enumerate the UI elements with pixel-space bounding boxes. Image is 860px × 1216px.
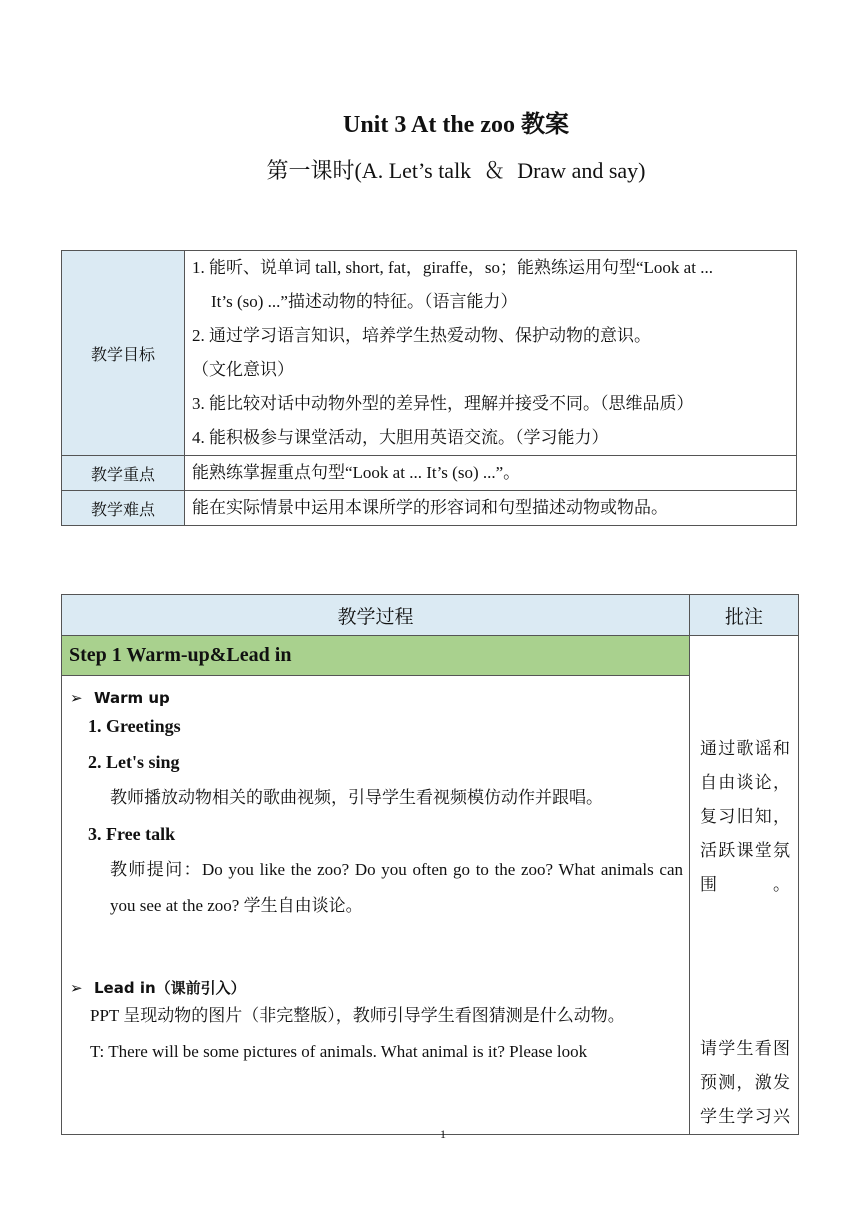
notes-header: 批注 <box>690 595 799 636</box>
step1-body <box>62 675 690 1134</box>
goals-label: 教学目标 <box>62 251 185 456</box>
goal-line: 1. 能听、说单词 tall, short, fat，giraffe，so；能熟练运用句型“Look at ... <box>192 258 713 277</box>
goal-line: 4. 能积极参与课堂活动，大胆用英语交流。（学习能力） <box>192 428 609 447</box>
lets-sing-text: 教师播放动物相关的歌曲视频，引导学生看视频模仿动作并跟唱。 <box>110 787 603 807</box>
notes-cell <box>690 636 799 1135</box>
free-talk-text: 教师提问：Do you like the zoo? Do you often go to the zoo? What animals can you see at the zoo? 学生自由谈论。 <box>110 859 683 915</box>
page-title: Unit 3 At the zoo 教案 <box>343 112 569 138</box>
leadin-dialogue: T: There will be some pictures of animals. What animal is it? Please look <box>90 1041 588 1061</box>
warmup-heading: ➢ Warm up <box>70 688 170 707</box>
goal-line: 3. 能比较对话中动物外型的差异性，理解并接受不同。（思维品质） <box>192 394 694 413</box>
subtitle-ampersand: ＆ <box>483 158 506 183</box>
process-header: 教学过程 <box>62 595 690 636</box>
arrow-bullet-icon: ➢ <box>70 978 83 997</box>
page-subtitle <box>0 154 860 185</box>
step1-title: Step 1 Warm-up&Lead in <box>62 636 690 676</box>
leadin-text: PPT 呈现动物的图片（非完整版），教师引导学生看图猜测是什么动物。 <box>90 1005 625 1025</box>
subtitle-part2: Draw and say) <box>517 158 646 183</box>
key-points-label: 教学重点 <box>62 456 185 491</box>
goal-line: 2. 通过学习语言知识，培养学生热爱动物、保护动物的意识。 <box>192 326 651 345</box>
process-table <box>61 594 799 1135</box>
difficulties-text: 能在实际情景中运用本课所学的形容词和句型描述动物或物品。 <box>185 491 797 526</box>
item-greetings: 1. Greetings <box>88 715 181 736</box>
note-leadin: 请学生看图预测，激发学生学习兴 <box>700 1039 790 1126</box>
note-warmup: 通过歌谣和自由谈论，复习旧知，活跃课堂氛围。 <box>700 739 790 894</box>
arrow-bullet-icon: ➢ <box>70 688 83 707</box>
goal-line: （文化意识） <box>192 360 294 379</box>
objectives-table <box>61 250 797 526</box>
goal-line: It’s (so) ...”描述动物的特征。（语言能力） <box>211 292 518 311</box>
item-lets-sing: 2. Let's sing <box>88 751 180 772</box>
item-free-talk: 3. Free talk <box>88 823 176 844</box>
difficulties-label: 教学难点 <box>62 491 185 526</box>
goals-cell <box>185 251 797 456</box>
leadin-heading: ➢ Lead in（课前引入） <box>70 978 246 997</box>
key-points-text: 能熟练掌握重点句型“Look at ... It’s (so) ...”。 <box>185 456 797 491</box>
subtitle-part1: 第一课时(A. Let’s talk <box>266 158 472 183</box>
page-number: 1 <box>440 1127 446 1141</box>
